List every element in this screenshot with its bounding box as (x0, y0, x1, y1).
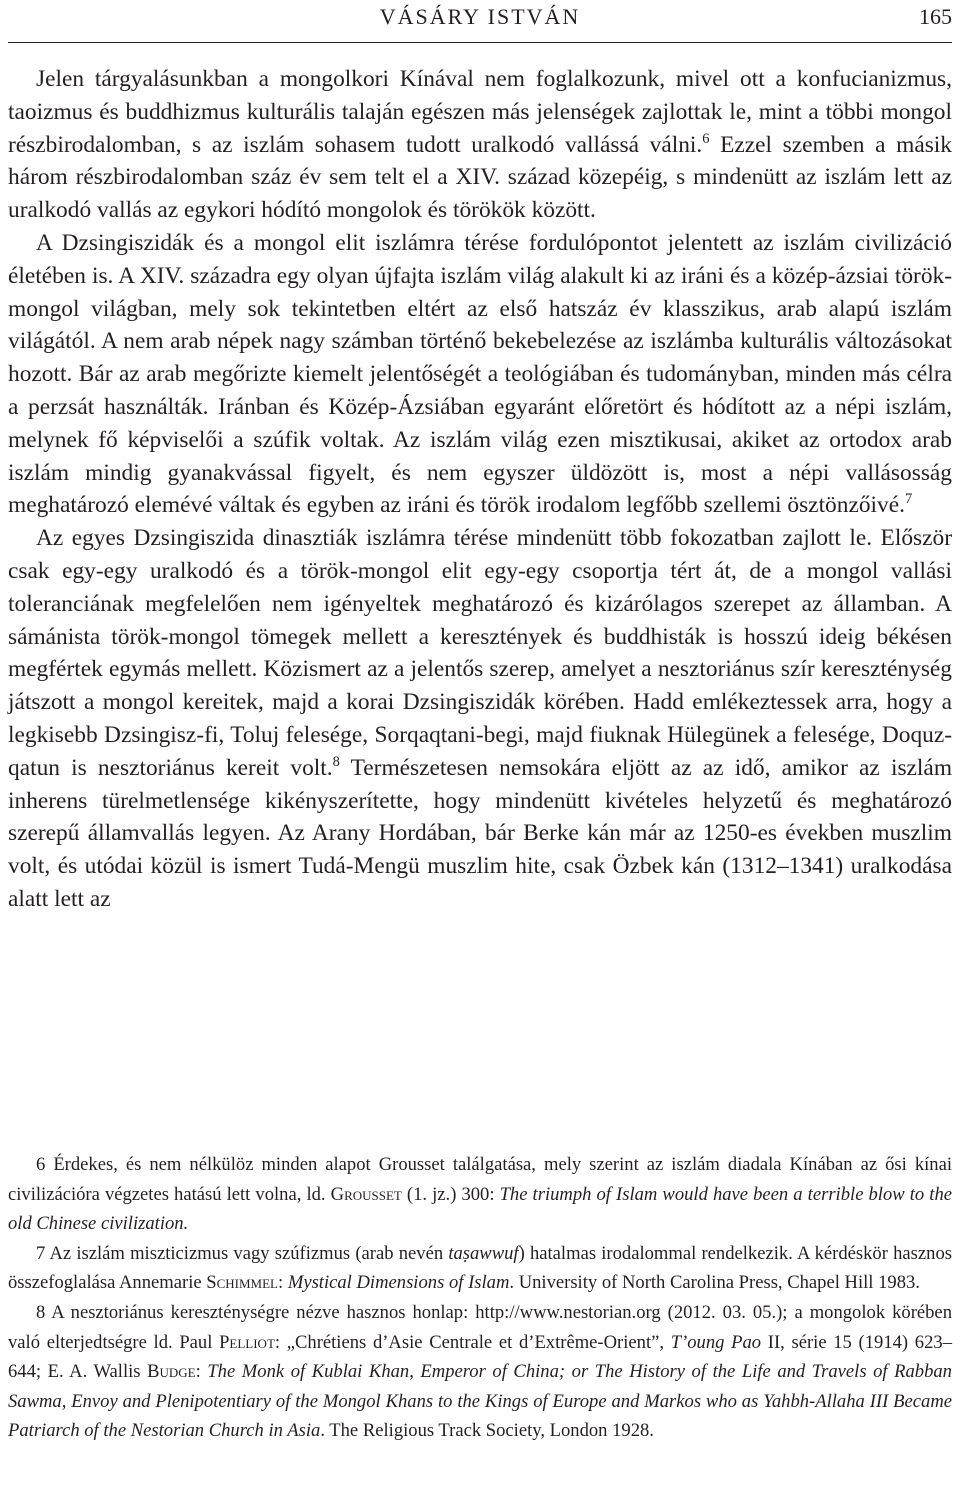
paragraph-text: Jelen tárgyalásunkban a mongolkori Kínával nem foglalkozunk, mivel ott a konfucianizmus, taoizmus és buddhizmus kulturális talaján egészen más jelenségek zajlottak le, mint a többi mongol részbirodalomban, s az iszlám sohasem tudott uralkodó vallássá válni. (8, 66, 952, 158)
quotation: The triumph of Islam would have been a terrible blow to the old Chinese civilization. (8, 1183, 952, 1235)
footnote-number: 7 (36, 1242, 46, 1264)
book-title: The Monk of Kublai Khan, Emperor of China; or The History of the Life and Travels of Rabban Sawma, Envoy and Plenipotentiary of the Mongol Khans to the Kings of Europe and Markos who as Yahbh-Allaha III Became Patriarch of the Nestorian Church in Asia (8, 1361, 952, 1442)
journal-title: T’oung Pao (670, 1331, 762, 1353)
footnotes (8, 1150, 952, 1446)
footnote-text: Érdekes, és nem nélkülöz minden alapot Grousset találgatása, mely szerint az iszlám diadala Kínában az ősi kínai civilizációra végzetes hatású lett volna, ld. (8, 1154, 952, 1205)
cited-author: Grousset (330, 1183, 402, 1205)
footnote-7 (8, 1239, 952, 1298)
footnote-ref-7: 7 (904, 491, 913, 508)
footnote-text: . The Religious Track Society, London 1928. (320, 1420, 654, 1442)
footnote-text: Az iszlám miszticizmus vagy szúfizmus (arab nevén (45, 1242, 449, 1264)
paragraph-text: Természetesen nemsokára eljött az az idő, amikor az iszlám inherens türelmetlensége kikényszerítette, hogy mindenütt kivételes helyzetű és meghatározó szerepű államvallás legyen. Az Arany Hordában, bár Berke kán már az 1250-es években muszlim volt, és utódai közül is ismert Tudá-Mengü muszlim hite, csak Özbek kán (1312–1341) uralkodása alatt lett az (8, 754, 953, 912)
running-head (8, 0, 952, 43)
footnote-ref-8: 8 (332, 753, 340, 770)
paragraph-text: Az egyes Dzsingiszida dinasztiák iszlámra térése mindenütt több fokozatban zajlott le. Először csak egy-egy uralkodó és a török-mongol elit egy-egy csoportja tért át, de a mongol vallási toleranciának megfelelően nem igényeltek meghatározó és kizárólagos szerepet az államban. A sámánista török-mongol tömegek mellett a keresztények és buddhisták is hosszú ideig békésen megfértek egymás mellett. Közismert az a jelentős szerep, amelyet a nesztoriánus szír kereszténység játszott a mongol kereitek, majd a korai Dzsingiszidák körében. Hadd emlékeztessek arra, hogy a legkisebb Dzsingisz-fi, Toluj felesége, Sorqaqtani-begi, majd fiuknak Hülegünek a felesége, Doquz-qatun is nesztoriánus kereit volt. (8, 525, 952, 781)
footnote-text: II, série 15 (1914) 623–644; E. A. Wallis (8, 1331, 952, 1383)
footnote-text: : „Chrétiens d’Asie Centrale et d’Extrême-Orient”, (274, 1331, 671, 1353)
paragraph-2 (8, 227, 952, 522)
footnote-8 (8, 1298, 952, 1446)
footnote-text: ) hatalmas irodalommal rendelkezik. A kérdéskör hasznos összefoglalása Annemarie (8, 1242, 952, 1294)
cited-author: Budge (147, 1361, 196, 1383)
running-head-author: VÁSÁRY ISTVÁN (379, 4, 581, 29)
footnote-number: 8 (36, 1301, 46, 1323)
footnote-text: . University of North Carolina Press, Chapel Hill 1983. (509, 1272, 920, 1294)
footnote-text: (1. jz.) 300: (401, 1183, 500, 1205)
cited-author: Pelliot (219, 1331, 275, 1353)
paragraph-text: A Dzsingiszidák és a mongol elit iszlámra térése fordulópontot jelentett az iszlám civilizáció életében is. A XIV. századra egy olyan újfajta iszlám világ alakult ki az iráni és a közép-ázsiai török-mongol világban, mely sok tekintetben eltért az első hatszáz év klasszikus, arab alapú iszlám világától. A nem arab népek nagy számban történő bekebelezése az iszlámba kulturális változásokat hozott. Bár az arab megőrizte kiemelt jelentőségét a teológiában és tudományban, minden más célra a perzsát használták. Iránban és Közép-Ázsiában egyaránt előretört és hódított az a népi iszlám, melynek fő képviselői a szúfik voltak. Az iszlám világ ezen misztikusai, akiket az ortodox arab iszlám mindig gyanakvással figyelt, és nem egyszer üldözött is, most a népi vallásosság meghatározó elemévé váltak és egyben az iráni és török irodalom legfőbb szellemi ösztönzőivé. (8, 229, 952, 519)
paragraph-text: Ezzel szemben a másik három részbirodalomban száz év sem telt el a XIV. század közepéig, s mindenütt az iszlám lett az uralkodó vallás az egykori hódító mongolok és törökök között. (8, 131, 952, 224)
book-title: Mystical Dimensions of Islam (287, 1272, 510, 1294)
footnote-number: 6 (36, 1154, 46, 1175)
main-text (8, 63, 952, 916)
footnote-text: : (278, 1272, 288, 1294)
footnote-text: : (195, 1361, 208, 1383)
paragraph-3 (8, 522, 952, 916)
footnote-6 (8, 1150, 952, 1239)
footnote-ref-6: 6 (702, 130, 710, 147)
footnote-text: A nesztoriánus kereszténységre nézve hasznos honlap: http://www.nestorian.org (2012. 03. 05.); a mongolok körében való elterjedtségre ld. Paul (8, 1301, 952, 1353)
cited-author: Schimmel (206, 1272, 278, 1294)
paragraph-1 (8, 63, 952, 227)
page-number: 165 (919, 4, 952, 29)
foreign-term: taṣawwuf (448, 1242, 519, 1264)
